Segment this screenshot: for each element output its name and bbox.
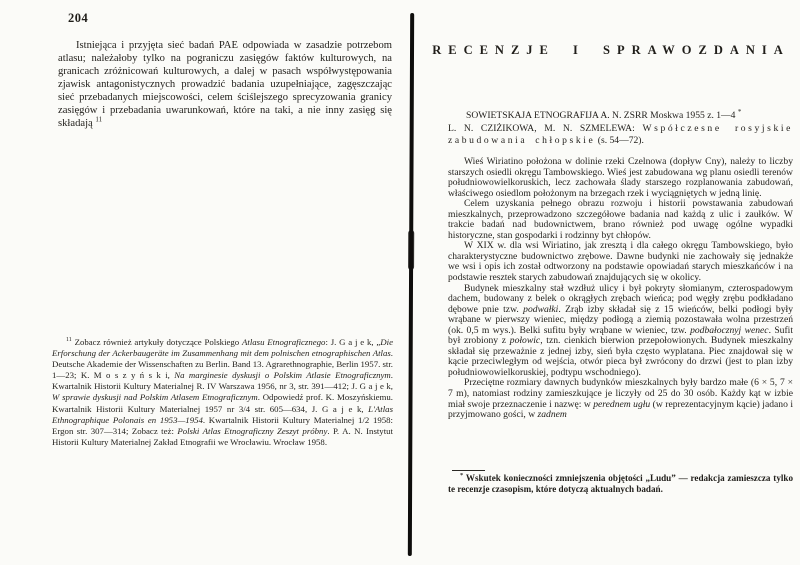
footnote-segment-italic: L'Atlas Ethnographique Polonais en 1953—1954 xyxy=(52,403,393,425)
footnote-segment: . Kwartalnik Historii Kultury Materialnej 1/2 1958: Ergon str. 307—314; Zobacz też: xyxy=(52,414,393,436)
paragraph-segment: . Zrąb izby składał się z 15 wieńców, belki podłogi były wrąbane w pierwszy wieniec, między podłogą a ziemią pozostawała wolna przestrzeń (ok. 0,5 m wys.). Belki sufitu były wrąbane w wieniec, tzw. xyxy=(448,303,793,336)
footnote-segment: . Odpowiedź prof. K. Moszyńskiemu. Kwartalnik Historii Kultury Materialnej 1957 nr 3/4 str. 605—634, J. G a j e k, xyxy=(52,392,393,414)
footnote-segment-italic: W sprawie dyskusji nad Polskim Atlasem Etnograficznym xyxy=(52,392,258,403)
right-footnote xyxy=(448,473,793,496)
body-paragraph-3: W XIX w. dla wsi Wiriatino, jak zresztą i dla całego okręgu Tambowskiego, było charakterystyczne budownictwo zrębowe. Dawne budynki nie zachowały się jednakże we wsi i opis ich został odtworzony na podstawie opowiadań starych mieszkańców i na podstawie resztek starych zabudowań znajdujących się w okolicy. xyxy=(448,240,793,284)
left-footnote-ref: 11 xyxy=(66,337,72,344)
title-journal-line: SOWIETSKAJA ETNOGRAFIJA A. N. ZSRR Moskwa 1955 z. 1—4 xyxy=(466,110,738,121)
paragraph-segment: Budynek mieszkalny stał wzdłuż ulicy i był pokryty słomianym, czterospadowym dachem, budowany z belek o okrągłych zrębach wieńca; pod węgły zrębu podkładano dębowe pnie tzw. xyxy=(448,282,793,315)
paragraph-segment: . Sufit był zrobiony z xyxy=(448,324,793,347)
body-paragraph-2: Celem uzyskania pełnego obrazu rozwoju i historii powstawania zabudowań mieszkalnych, przeprowadzono szczegółowe badania nad każdą z ulic i zaułków. W trakcie badań nad budownictwem, brano również pod uwagę ogólne wypadki historyczne, stan gospodarki i rodzinny byt chłopów. xyxy=(448,198,793,241)
review-title xyxy=(448,107,793,148)
paragraph-segment-italic: podbałocznyj wenec xyxy=(690,324,769,336)
right-footnote-text: Wskutek konieczności zmniejszenia objętości „Ludu” — redakcja zamieszcza tylko te recenzje czasopism, które dotyczą aktualnych badań. xyxy=(448,473,793,495)
footnote-segment: Zobacz również artykuły dotyczące Polskiego xyxy=(71,337,243,347)
footnote-segment: . P. A. N. Instytut Historii Kultury Materialnej Zakład Etnografii we Wrocławiu. Wrocław 1958. xyxy=(52,425,393,447)
paragraph-segment-italic: zadnem xyxy=(537,409,567,421)
paragraph-segment: , tzn. cienkich bierwion przepołowionych. Budynek mieszkalny składał się przeważnie z jednej izby, sień była często wyplatana. Piec znajdował się w kącie przeciwległym od wejścia, otwór pieca był zwrócony do drzwi (jest to plan izby południowowielkoruskiej, podtypu wschodniego). xyxy=(448,335,793,378)
paragraph-segment-italic: podwałki xyxy=(523,303,559,315)
left-footnote xyxy=(52,337,393,448)
page-gutter-line xyxy=(408,13,414,556)
review-body xyxy=(448,157,793,421)
footnote-segment-italic: Na marginesie dyskusji o Polskim Atlasie Etnograficznym xyxy=(174,370,391,381)
body-paragraph-5 xyxy=(448,378,793,420)
title-authors: L. N. CZIŻIKOWA, M. N. SZMELEWA: xyxy=(448,122,643,134)
footnote-divider-rule xyxy=(452,470,485,471)
paragraph-segment-italic: połowic xyxy=(509,335,541,347)
footnote-marker: 11 xyxy=(95,115,103,124)
title-article-name: Współczesne rosyjskie zabudowania chłopskie xyxy=(448,122,793,147)
right-footnote-ref: * xyxy=(460,471,464,479)
left-paragraph-text: Istniejąca i przyjęta sieć badań PAE odpowiada w zasadzie potrzebom atlasu; należałoby tylko na pograniczu zasięgów faktów kulturowych, na granicach zróżnicowań kulturowych, a dalej w pasach współwystępowania zjawisk antagonistycznych prowadzić badania uzupełniające, zagęszczając sieć przebadanych miejscowości, celem ściślejszego sprecyzowania granicy zasięgów i przebadania uwarunkowań, które na taki, a nie inny zasięg się składają xyxy=(58,40,392,129)
body-paragraph-4 xyxy=(448,284,793,379)
paragraph-segment: (w reprezentacyjnym kącie) jadano i przyjmowano gości, w xyxy=(448,398,793,421)
section-header: RECENZJE I SPRAWOZDANIA xyxy=(432,43,790,57)
footnote-segment: . Kwartalnik Historii Kultury Materialnej R. IV Warszawa 1956, nr 3, str. 391—412; J. G a j e k, xyxy=(52,370,393,392)
paragraph-segment: Przeciętne rozmiary dawnych budynków mieszkalnych były bardzo małe (6 × 5, 7 × 7 m), natomiast rodziny zamieszkujące je liczyły od 25 do 30 osób. Każdy kąt w izbie miał swoje przeznaczenie i nazwę: w xyxy=(448,377,793,410)
left-main-paragraph xyxy=(58,39,392,130)
title-footnote-ref: * xyxy=(737,107,742,116)
title-pages: (s. 54—72). xyxy=(595,135,644,147)
footnote-segment: : J. G a j e k, „ xyxy=(325,337,381,347)
footnote-segment-italic: Atlasu Etnograficznego xyxy=(242,337,326,347)
body-paragraph-1: Wieś Wiriatino położona w dolinie rzeki Czelnowa (dopływ Cny), należy to liczby starszych osiedli okręgu Tambowskiego. Wieś jest zabudowana wg planu osiedli terenów południowowielkoruskich, lecz zachowała ślady starszego rozplanowania zabudowań, właściwego osiedlom położonym na brzegach rzek i wyciągniętych w jedną linię. xyxy=(448,156,793,199)
footnote-segment: . Deutsche Akademie der Wissenschaften zu Berlin. Band 13. Agrarethnographie, Berlin 1957. str. 1—23; K. M o s z y ń s k i, xyxy=(52,348,394,381)
footnote-segment-italic: Polski Atlas Etnograficzny Zeszyt próbny xyxy=(177,425,328,436)
page-number: 204 xyxy=(68,11,89,25)
footnote-segment-italic: Die Erforschung der Ackerbaugeräte im Zusammenhang mit dem polnischen etnographischen Atlas xyxy=(52,337,393,359)
paragraph-segment-italic: perednem ugłu xyxy=(593,398,651,410)
